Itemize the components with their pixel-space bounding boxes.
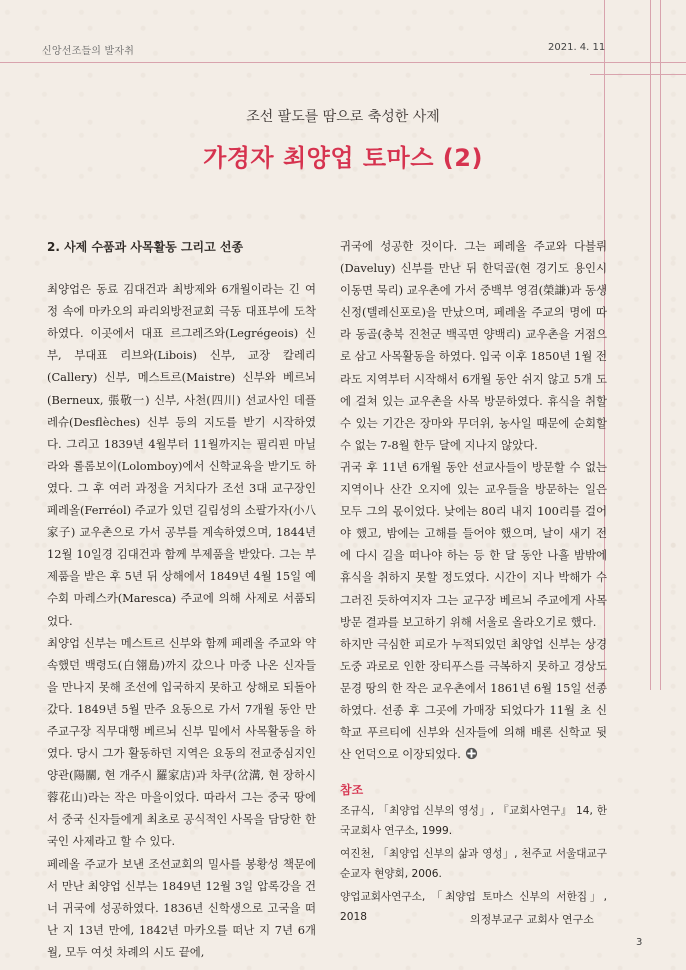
references-heading: 참조 [340,783,364,798]
decorative-line-vertical-2 [650,0,651,690]
cross-circle-ornament-icon [465,747,478,760]
body-paragraph-4: 귀국 후 11년 6개월 동안 선교사들이 방문할 수 없는 지역이나 산간 오지에 있는 교우들을 방문하는 일은 모두 그의 몫이었다. 낮에는 80리 내지 100리를 걸어야 했고, 밤에는 고해를 들어야 했으며, 날이 새기 전에 다시 길을 떠나야 하는 등 한 달 동안 나흘 밤밖에 휴식을 취하지 못할 정도였다. 시간이 지나 박해가 수그러진 듯하여지자 그는 교구장 베르뇌 주교에게 사목방문 결과를 보고하기 위해 서울로 올라오기로 했다. [340,459,607,629]
body-paragraph-1: 최양업은 동료 김대건과 최방제와 6개월이라는 긴 여정 속에 마카오의 파리외방전교회 극동 대표부에 도착하였다. 이곳에서 대표 르그레즈와(Legrégeois) 신부, 부대표 리브와(Libois) 신부, 교장 칼레리(Callery) 신부, 메스트르(Maistre) 신부와 베르뇌(Berneux, 張敬一) 신부, 사천(四川) 선교사인 데플레슈(Desflèches) 신부 등의 지도를 받기 시작하였다. 그리고 1839년 4월부터 11월까지는 필리핀 마닐라와 롤롬보이(Lolomboy)에서 신학교육을 받기도 하였다. 그 후 여러 과정을 거치다가 조선 3대 교구장인 페레올(Ferréol) 주교가 있던 길림성의 소팔가자(小八家子) 교우촌으로 가서 공부를 계속하였으며, 1844년 12월 10일경 김대건과 함께 부제품을 받았다. 그는 부제품을 받은 후 5년 뒤 상해에서 1849년 4월 15일 예수회 마레스카(Maresca) 주교에 의해 사제로 서품되었다. [47,282,316,628]
body-paragraph-2: 최양업 신부는 메스트르 신부와 함께 페레올 주교와 약속했던 백령도(白翎島)까지 갔으나 마중 나온 신자들을 만나지 못해 조선에 입국하지 못하고 상해로 되돌아갔다. 1849년 5월 만주 요동으로 가서 7개월 동안 만주교구장 직무대행 베르뇌 신부 밑에서 사목활동을 하였다. 당시 그가 활동하던 지역은 요동의 전교중심지인 양관(陽關, 현 개주시 羅家店)과 차쿠(岔溝, 현 장하시 蓉花山)라는 작은 마을이었다. 따라서 그는 중국 땅에서 중국 신자들에게 최초로 공식적인 사목을 담당한 한국인 사제라고 할 수 있다. [47,635,316,849]
article-subtitle: 조선 팔도를 땀으로 축성한 사제 [246,109,440,125]
issue-date: 2021. 4. 11 [548,42,606,53]
decorative-line-top-long [0,62,686,63]
decorative-line-vertical-3 [660,0,661,690]
body-paragraph-3-continued: 귀국에 성공한 것이다. 그는 페레올 주교와 다블뤼(Daveluy) 신부를 만난 뒤 한덕골(현 경기도 용인시 이동면 묵리) 교우촌에 가서 중백부 영겸(榮謙)과 동생 신정(텔레신포로)을 만났으며, 페레올 주교의 명에 따라 동골(충북 진천군 백곡면 양백리) 교우촌을 거점으로 삼고 사목활동을 하였다. 입국 이후 1850년 1월 전라도 지역부터 시작해서 6개월 동안 쉬지 않고 5개 도에 걸쳐 있는 교우촌을 사목 방문하였다. 휴식을 취할 수 있는 기간은 장마와 무더위, 농사일 때문에 순회할 수 없는 7-8월 한두 달에 지나지 않았다. [340,239,607,452]
section-heading: 2. 사제 수품과 사목활동 그리고 선종 [47,240,244,254]
body-paragraph-5-text: 하지만 극심한 피로가 누적되었던 최양업 신부는 상경 도중 과로로 인한 장티푸스를 극복하지 못하고 경상도 문경 땅의 한 작은 교우촌에서 1861년 6월 15일 선종하였다. 선종 후 그곳에 가매장 되었다가 11월 초 신학교 푸르티에 신부와 신자들에 의해 배론 신학교 뒷산 언덕으로 이장되었다. [340,636,607,762]
article-title: 가경자 최양업 토마스 (2) [203,144,483,172]
body-paragraph-5 [340,633,607,766]
page-number: 3 [636,937,643,948]
series-name: 신앙선조들의 발자취 [42,46,135,57]
reference-item-2: 여진천, 「최양업 신부의 삶과 영성」, 천주교 서울대교구 순교자 현양회, 2006. [340,848,607,881]
reference-item-3: 양업교회사연구소, 「최양업 토마스 신부의 서한집」, 2018 [340,891,607,924]
reference-item-1: 조규식, 「최양업 신부의 영성」, 『교회사연구』 14, 한국교회사 연구소, 1999. [340,805,607,838]
body-paragraph-3-start: 페레올 주교가 보낸 조선교회의 밀사를 봉황성 책문에서 만난 최양업 신부는 1849년 12월 3일 압록강을 건너 귀국에 성공하였다. 1836년 신학생으로 고국을 떠난 지 13년 만에, 1842년 마카오를 떠난 지 7년 6개월, 모두 여섯 차례의 시도 끝에, [47,856,316,959]
right-column [340,235,607,930]
author-credit: 의정부교구 교회사 연구소 [470,913,594,926]
left-column [47,236,316,963]
